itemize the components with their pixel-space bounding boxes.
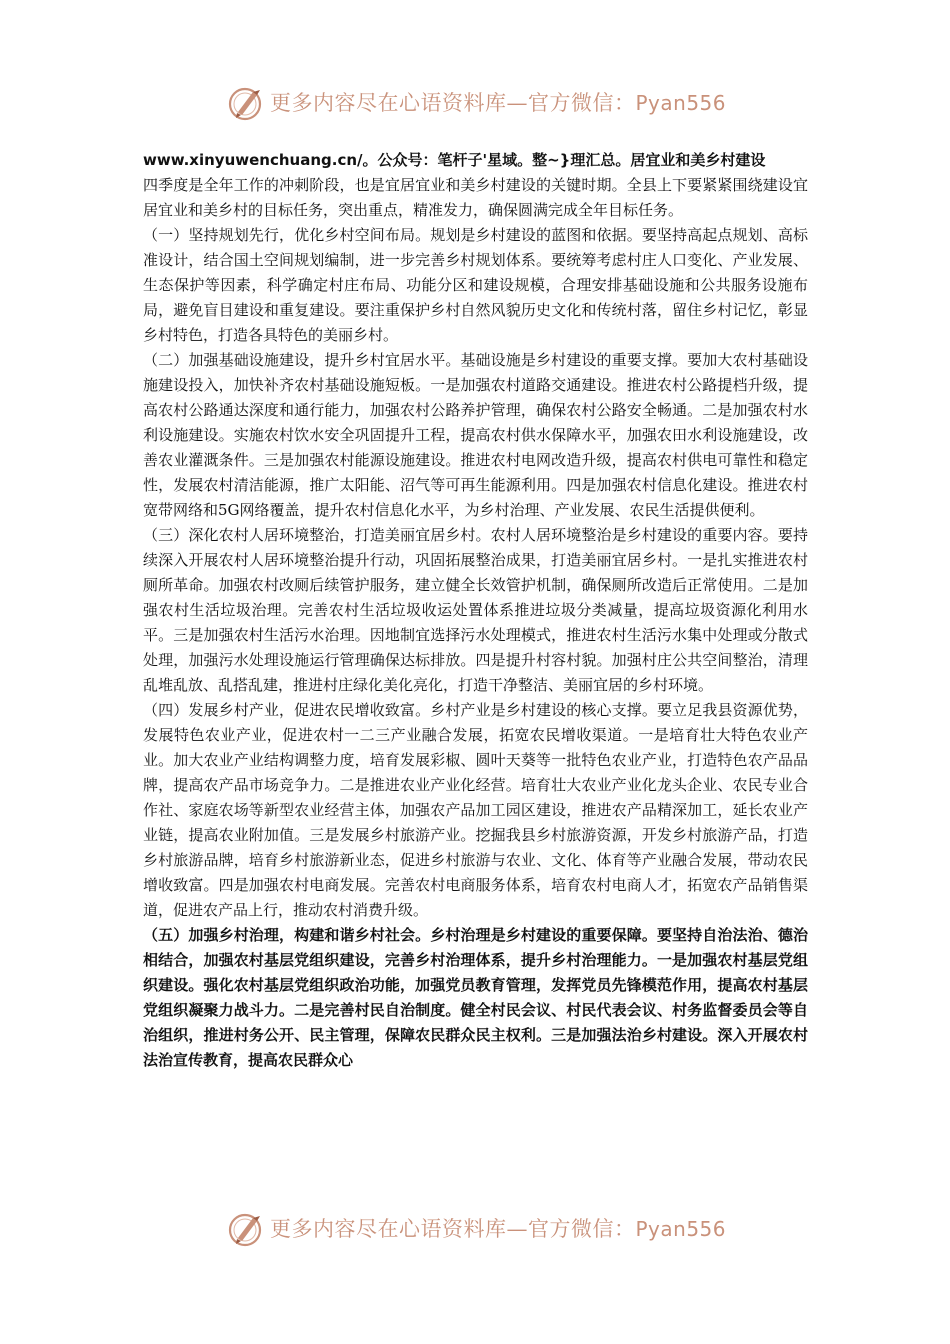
paragraph-section-2: （二）加强基础设施建设，提升乡村宜居水平。基础设施是乡村建设的重要支撑。要加大农村基础设施建设投入，加快补齐农村基础设施短板。一是加强农村道路交通建设。推进农村公路提档升级，提高农村公路通达深度和通行能力，加强农村公路养护管理，确保农村公路安全畅通。二是加强农村水利设施建设。实施农村饮水安全巩固提升工程，提高农村供水保障水平，加强农田水利设施建设，改善农业灌溉条件。三是加强农村能源设施建设。推进农村电网改造升级，提高农村供电可靠性和稳定性，发展农村清洁能源，推广太阳能、沼气等可再生能源利用。四是加强农村信息化建设。推进农村宽带网络和5G网络覆盖，提升农村信息化水平，为乡村治理、产业发展、农民生活提供便利。 — [143, 351, 808, 519]
paragraph-section-3: （三）深化农村人居环境整治，打造美丽宜居乡村。农村人居环境整治是乡村建设的重要内容。要持续深入开展农村人居环境整治提升行动，巩固拓展整治成果，打造美丽宜居乡村。一是扎实推进农村厕所革命。加强农村改厕后续管护服务，建立健全长效管护机制，确保厕所改造后正常使用。二是加强农村生活垃圾治理。完善农村生活垃圾收运处置体系推进垃圾分类减量，提高垃圾资源化利用水平。三是加强农村生活污水治理。因地制宜选择污水处理模式，推进农村生活污水集中处理或分散式处理，加强污水处理设施运行管理确保达标排放。四是提升村容村貌。加强村庄公共空间整治，清理乱堆乱放、乱搭乱建，推进村庄绿化美化亮化，打造干净整洁、美丽宜居的乡村环境。 — [143, 526, 808, 694]
watermark-label: 更多内容尽在心语资料库—官方微信： — [270, 1217, 636, 1241]
watermark-label: 更多内容尽在心语资料库—官方微信： — [270, 91, 636, 115]
document-headline: www.xinyuwenchuang.cn/。公众号：笔杆子'星域。整~}理汇总。居宜业和美乡村建设 — [143, 151, 766, 169]
wechat-id: Pyan556 — [635, 91, 727, 115]
pen-logo-icon — [226, 82, 266, 122]
paragraph-intro: 四季度是全年工作的冲刺阶段，也是宜居宜业和美乡村建设的关键时期。全县上下要紧紧围绕建设宜居宜业和美乡村的目标任务，突出重点，精准发力，确保圆满完成全年目标任务。 — [143, 176, 808, 219]
watermark-banner-top — [226, 82, 746, 122]
document-body — [143, 148, 808, 1073]
watermark-banner-bottom — [226, 1208, 746, 1248]
wechat-id: Pyan556 — [635, 1217, 727, 1241]
paragraph-section-4: （四）发展乡村产业，促进农民增收致富。乡村产业是乡村建设的核心支撑。要立足我县资源优势，发展特色农业产业，促进农村一二三产业融合发展，拓宽农民增收渠道。一是培育壮大特色农业产业。加大农业产业结构调整力度，培育发展彩椒、圆叶天葵等一批特色农业产业，打造特色农产品品牌，提高农产品市场竞争力。二是推进农业产业化经营。培育壮大农业产业化龙头企业、农民专业合作社、家庭农场等新型农业经营主体，加强农产品加工园区建设，推进农产品精深加工，延长农业产业链，提高农业附加值。三是发展乡村旅游产业。挖掘我县乡村旅游资源，开发乡村旅游产品，打造乡村旅游品牌，培育乡村旅游新业态，促进乡村旅游与农业、文化、体育等产业融合发展，带动农民增收致富。四是加强农村电商发展。完善农村电商服务体系，培育农村电商人才，拓宽农产品销售渠道，促进农产品上行，推动农村消费升级。 — [143, 701, 808, 919]
paragraph-section-1: （一）坚持规划先行，优化乡村空间布局。规划是乡村建设的蓝图和依据。要坚持高起点规划、高标准设计，结合国土空间规划编制，进一步完善乡村规划体系。要统筹考虑村庄人口变化、产业发展、生态保护等因素，科学确定村庄布局、功能分区和建设规模，合理安排基础设施和公共服务设施布局，避免盲目建设和重复建设。要注重保护乡村自然风貌历史文化和传统村落，留住乡村记忆，彰显乡村特色，打造各具特色的美丽乡村。 — [143, 226, 808, 344]
pen-logo-icon — [226, 1208, 266, 1248]
paragraph-section-5: （五）加强乡村治理，构建和谐乡村社会。乡村治理是乡村建设的重要保障。要坚持自治法治、德治相结合，加强农村基层党组织建设，完善乡村治理体系，提升乡村治理能力。一是加强农村基层党组织建设。强化农村基层党组织政治功能，加强党员教育管理，发挥党员先锋模范作用，提高农村基层党组织凝聚力战斗力。二是完善村民自治制度。健全村民会议、村民代表会议、村务监督委员会等自治组织，推进村务公开、民主管理，保障农民群众民主权利。三是加强法治乡村建设。深入开展农村法治宣传教育，提高农民群众心 — [143, 926, 808, 1069]
watermark-text — [270, 1213, 726, 1243]
watermark-text — [270, 87, 726, 117]
